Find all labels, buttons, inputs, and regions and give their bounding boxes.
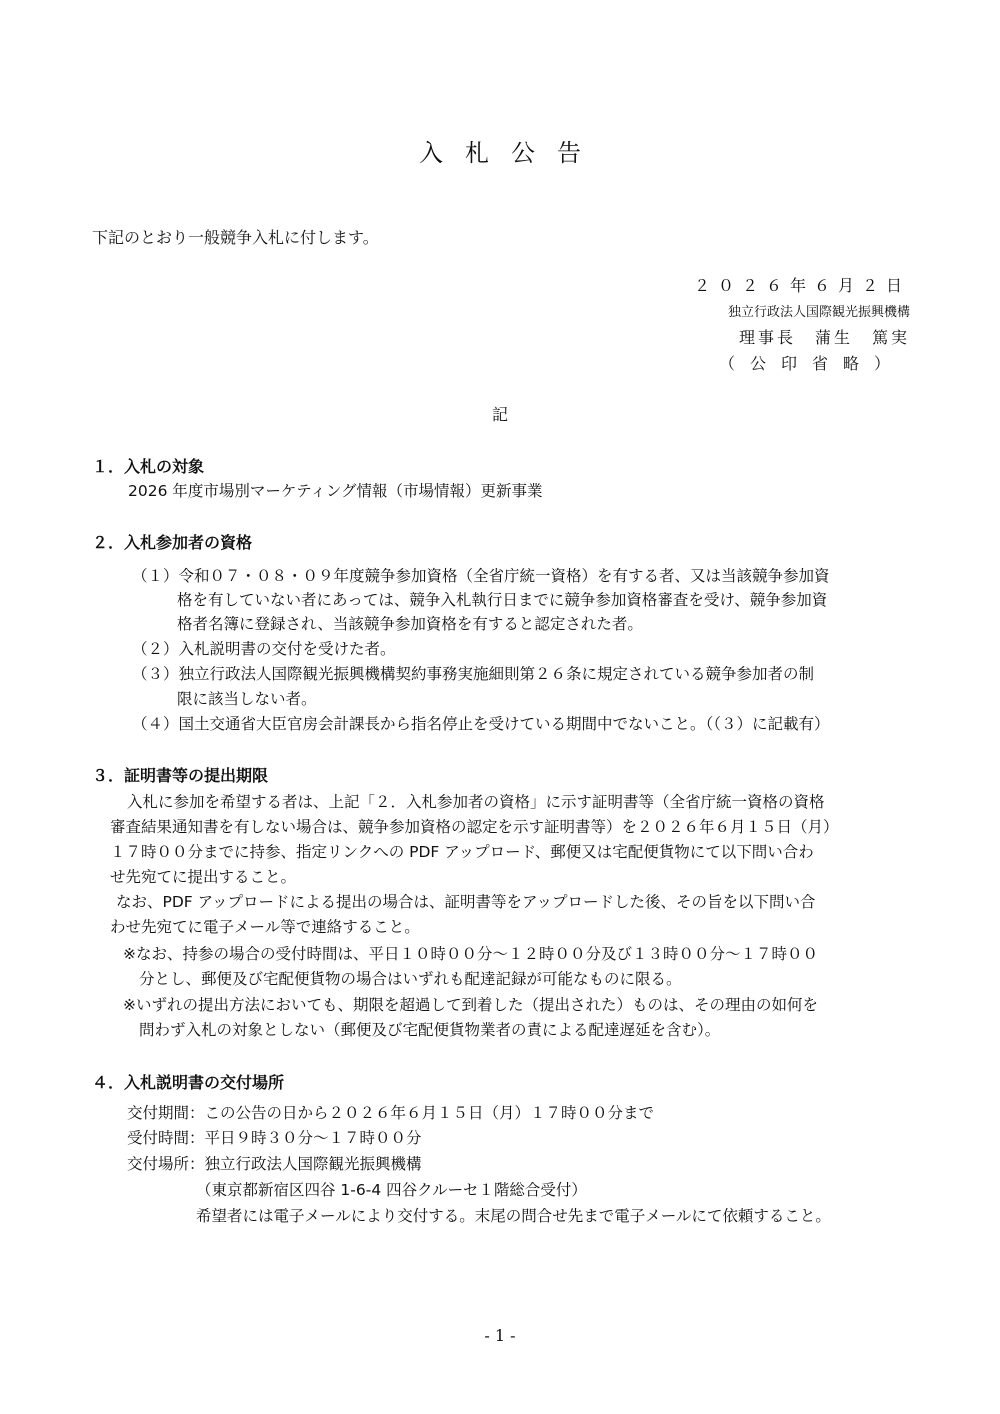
section-2-item-1-line-3: 格者名簿に登録され、当該競争参加資格を有すると認定された者。	[177, 615, 643, 633]
section-4-address: （東京都新宿区四谷 1-6-4 四谷クルーセ１階総合受付）	[196, 1181, 587, 1199]
page-number: - 1 -	[484, 1326, 516, 1345]
section-2-item-3-line-1: （３）独立行政法人国際観光振興機構契約事務実施細則第２６条に規定されている競争参加者の制	[132, 665, 815, 683]
section-4-heading: ４．入札説明書の交付場所	[92, 1073, 285, 1092]
section-3-note-1-line-2: 分とし、郵便及び宅配便貨物の場合はいずれも配達記録が可能なものに限る。	[139, 970, 682, 988]
section-3-note-2-line-2: 問わず入札の対象としない（郵便及び宅配便貨物業者の責による配達遅延を含む）。	[139, 1021, 721, 1039]
section-3-heading: ３．証明書等の提出期限	[92, 766, 269, 785]
section-3-para-1-line-2: 審査結果通知書を有しない場合は、競争参加資格の認定を示す証明書等）を２０２６年６月１５日（月）	[110, 818, 839, 836]
section-2-item-4: （４）国土交通省大臣官房会計課長から指名停止を受けている期間中でないこと。（（３）に記載有）	[132, 715, 830, 733]
section-4-note: 希望者には電子メールにより交付する。末尾の問合せ先まで電子メールにて依頼すること。	[196, 1207, 831, 1225]
section-2-item-1-line-2: 格を有していない者にあっては、競争入札執行日までに競争参加資格審査を受け、競争参加資	[177, 591, 828, 609]
page-title: 入札公告	[419, 139, 603, 167]
section-3-note-1-line-1: ※なお、持参の場合の受付時間は、平日１０時００分～１２時００分及び１３時００分～１７時００	[123, 945, 818, 963]
section-2-item-2: （２）入札説明書の交付を受けた者。	[132, 640, 396, 658]
section-4-period: 交付期間：この公告の日から２０２６年６月１５日（月）１７時００分まで	[127, 1104, 655, 1122]
section-3-note-2-line-1: ※いずれの提出方法においても、期限を超過して到着した（提出された）ものは、その理由の如何を	[123, 996, 818, 1014]
section-1-body: 2026 年度市場別マーケティング情報（市場情報）更新事業	[128, 482, 543, 500]
section-3-para-1-line-3: １７時００分までに持参、指定リンクへの PDF アップロード、郵便又は宅配便貨物にて以下問い合わ	[110, 843, 814, 861]
issuer-organization: 独立行政法人国際観光振興機構	[727, 305, 910, 320]
section-3-para-1-line-4: せ先宛てに提出すること。	[110, 868, 297, 886]
section-3-para-2-line-1: なお、PDF アップロードによる提出の場合は、証明書等をアップロードした後、その旨を以下問い合	[116, 893, 816, 911]
section-4-hours: 受付時間：平日９時３０分～１７時００分	[127, 1129, 422, 1147]
section-2-heading: ２．入札参加者の資格	[92, 533, 253, 552]
issuer-person: 理事長 蒲生 篤実	[738, 328, 910, 347]
section-3-para-2-line-2: わせ先宛てに電子メール等で連絡すること。	[110, 918, 420, 936]
section-2-item-3-line-2: 限に該当しない者。	[177, 690, 317, 708]
ki-mark: 記	[492, 405, 509, 424]
section-2-item-1-line-1: （１）令和０７・０８・０９年度競争参加資格（全省庁統一資格）を有する者、又は当該競争参加資	[132, 567, 830, 585]
intro-text: 下記のとおり一般競争入札に付します。	[92, 228, 379, 247]
section-3-para-1-line-1: 入札に参加を希望する者は、上記「２．入札参加者の資格」に示す証明書等（全省庁統一資格の資格	[127, 793, 825, 811]
section-1-heading: １．入札の対象	[92, 457, 205, 476]
seal-omitted-note: （公印省略）	[718, 354, 905, 373]
issue-date: ２０２６年６月２日	[693, 276, 910, 295]
section-4-place: 交付場所：独立行政法人国際観光振興機構	[127, 1155, 422, 1173]
